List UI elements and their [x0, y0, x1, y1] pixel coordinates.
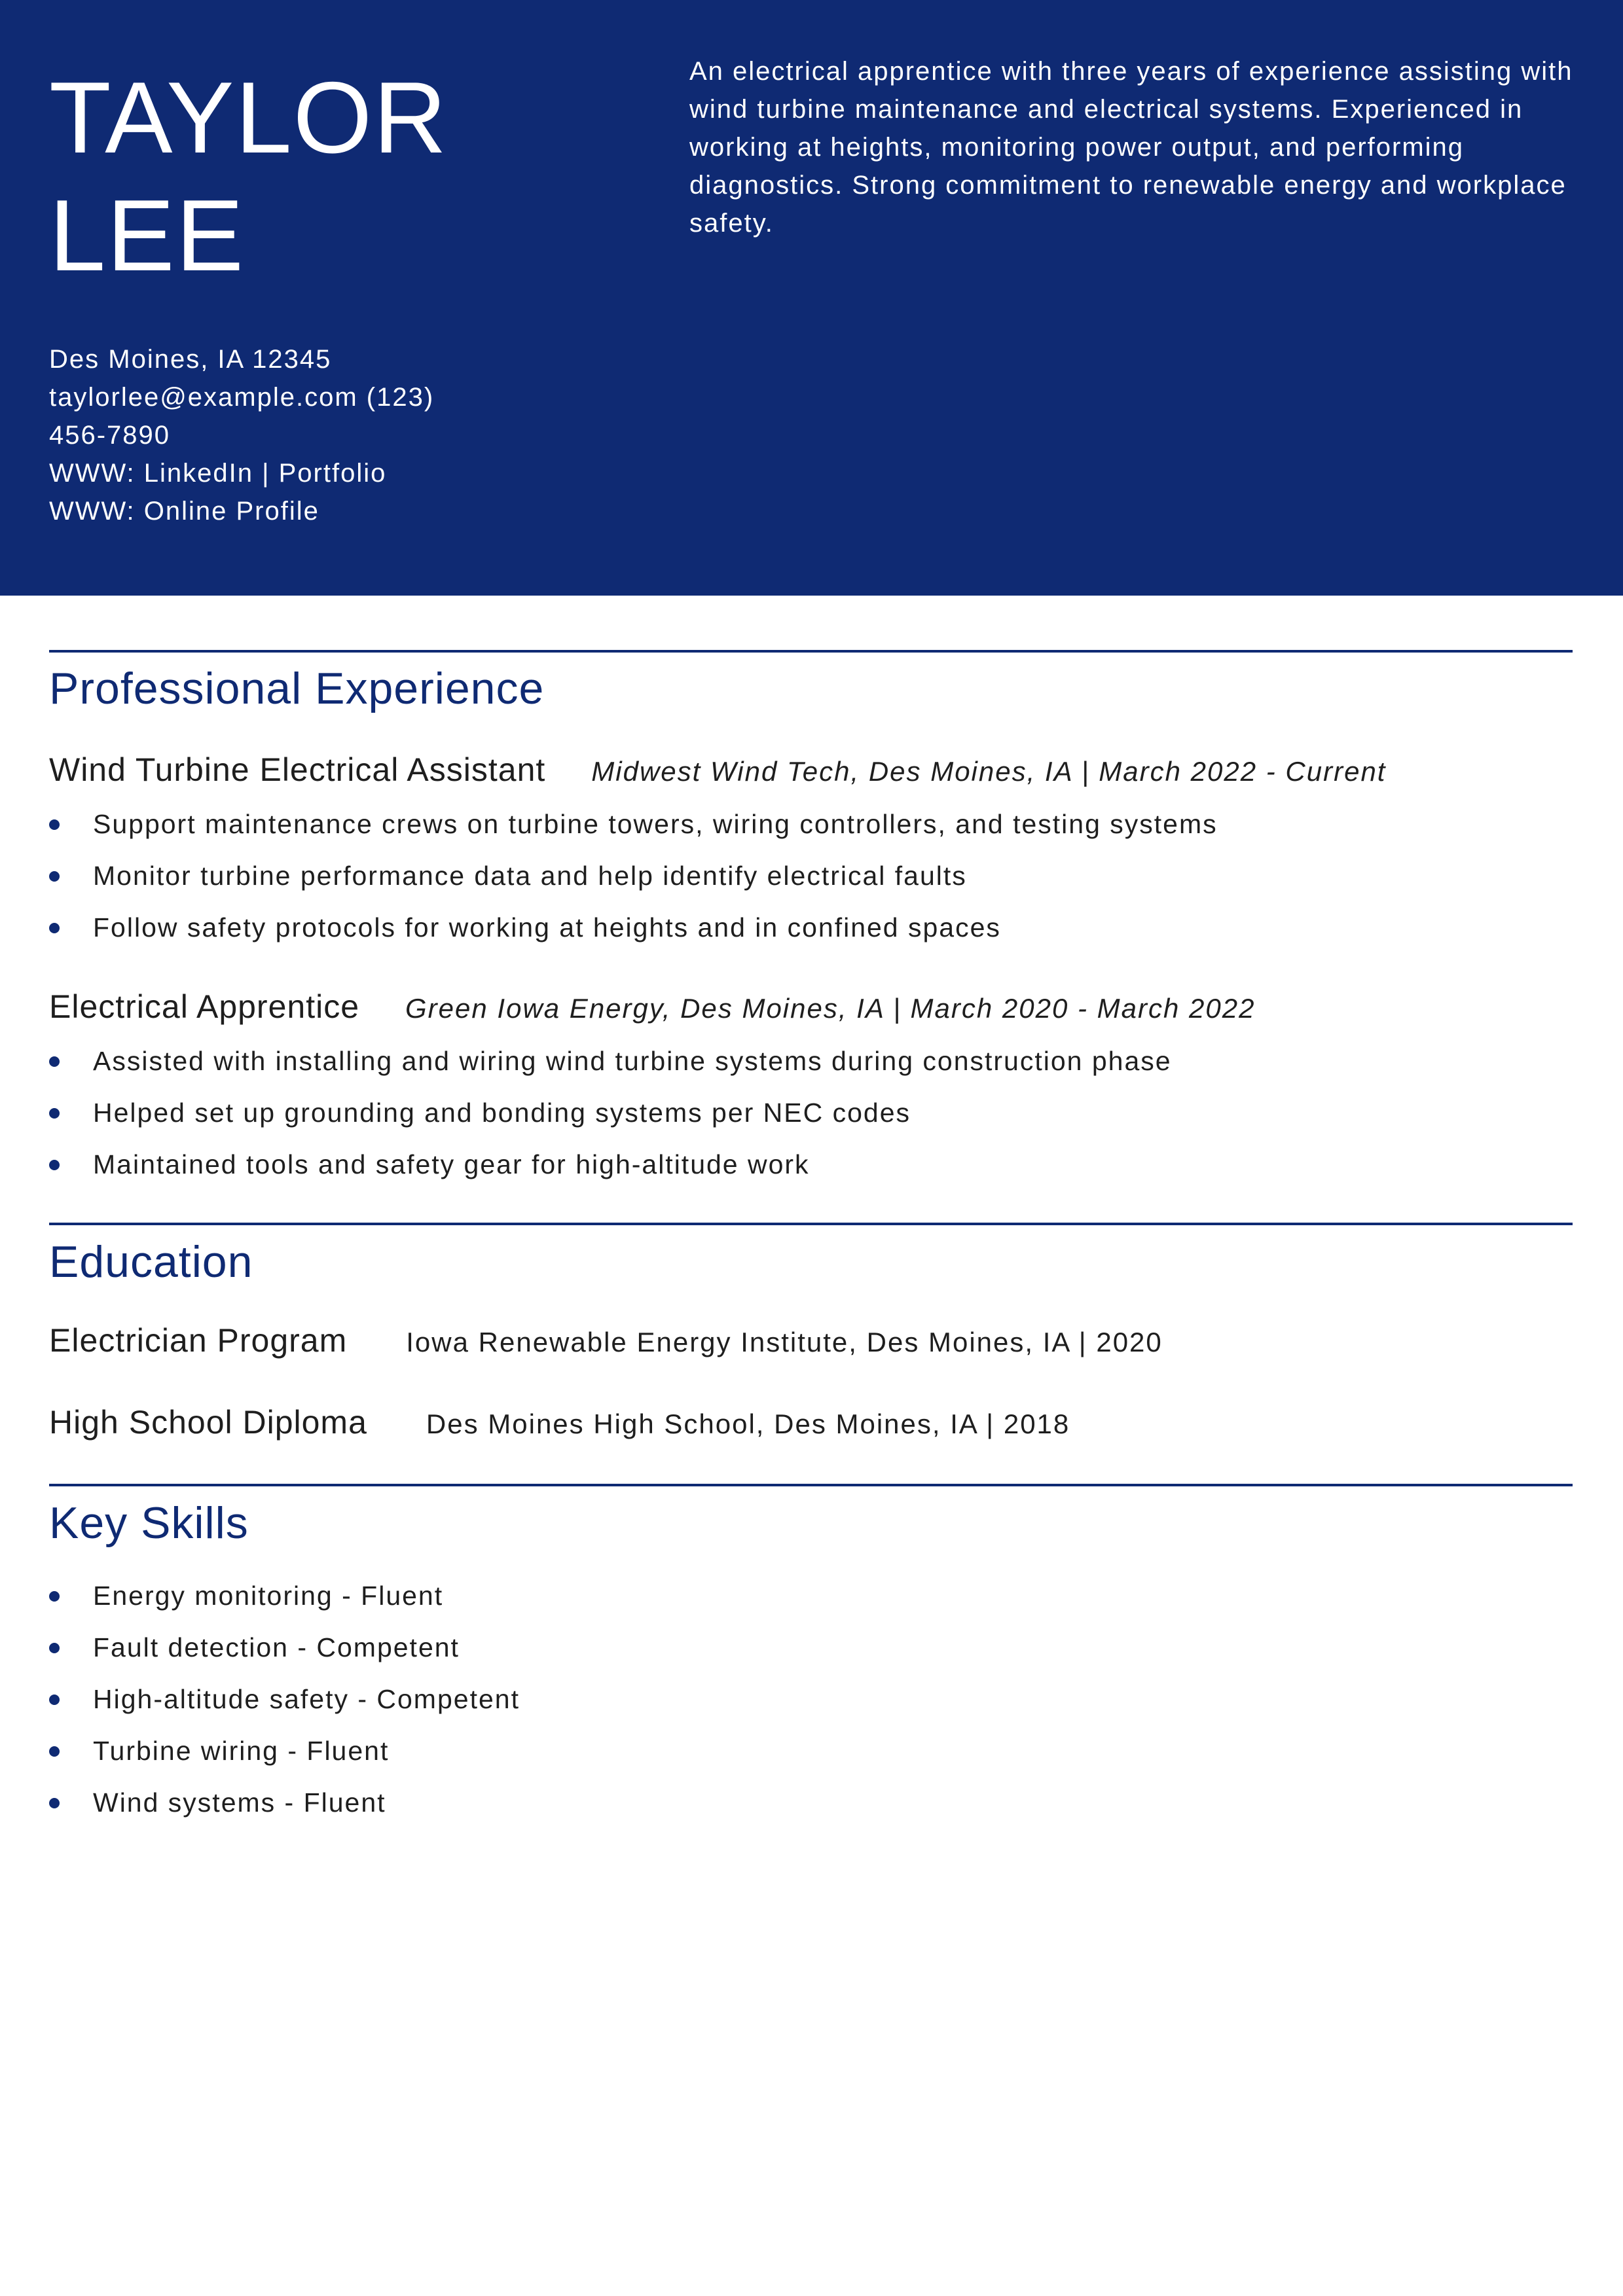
education-entry	[49, 1403, 1070, 1444]
list-item: Fault detection - Competent	[49, 1622, 520, 1674]
header-banner	[0, 0, 1623, 596]
degree-title: Electrician Program	[49, 1322, 348, 1359]
bullet-icon	[49, 1798, 60, 1808]
contact-email-phone[interactable]: taylorlee@example.com (123)	[49, 383, 435, 412]
contact-info	[49, 340, 534, 530]
list-item: Wind systems - Fluent	[49, 1777, 520, 1829]
contact-phone-continued[interactable]: 456-7890	[49, 421, 171, 450]
bullet-icon	[49, 819, 60, 830]
job-title: Electrical Apprentice	[49, 988, 360, 1025]
skills-list	[49, 1570, 520, 1829]
education-entry	[49, 1321, 1163, 1362]
bullet-icon	[49, 871, 60, 882]
job-bullet-list	[49, 798, 1218, 954]
last-name: LEE	[49, 179, 245, 292]
job-employer-dates: Green Iowa Energy, Des Moines, IA | March 2020 - March 2022	[405, 993, 1256, 1024]
bullet-icon	[49, 1160, 60, 1170]
list-item: High-altitude safety - Competent	[49, 1674, 520, 1725]
bullet-icon	[49, 923, 60, 933]
school-details: Des Moines High School, Des Moines, IA | 2018	[426, 1408, 1070, 1439]
list-item: Energy monitoring - Fluent	[49, 1570, 520, 1622]
list-item: Maintained tools and safety gear for high-altitude work	[49, 1139, 1172, 1191]
list-item: Helped set up grounding and bonding systems per NEC codes	[49, 1087, 1172, 1139]
job-employer-dates: Midwest Wind Tech, Des Moines, IA | March 2022 - Current	[591, 756, 1387, 787]
bullet-icon	[49, 1695, 60, 1705]
bullet-icon	[49, 1056, 60, 1067]
job-title: Wind Turbine Electrical Assistant	[49, 751, 546, 788]
contact-profile[interactable]: WWW: Online Profile	[49, 497, 319, 526]
list-item: Follow safety protocols for working at heights and in confined spaces	[49, 902, 1218, 954]
section-divider	[49, 1223, 1573, 1225]
contact-links[interactable]: WWW: LinkedIn | Portfolio	[49, 459, 387, 488]
bullet-icon	[49, 1591, 60, 1602]
bullet-icon	[49, 1643, 60, 1653]
experience-section-title: Professional Experience	[49, 664, 545, 713]
job-heading	[49, 987, 1255, 1028]
section-divider	[49, 650, 1573, 653]
list-item: Assisted with installing and wiring wind turbine systems during construction phase	[49, 1035, 1172, 1087]
profile-summary: An electrical apprentice with three years of experience assisting with wind turbine maintenance and electrical systems. Experienced in working at heights, monitoring power output, and performing diagnostics. Strong commitment to renewable energy and workplace safety.	[689, 57, 1573, 238]
bullet-icon	[49, 1108, 60, 1119]
contact-address: Des Moines, IA 12345	[49, 345, 332, 374]
section-divider	[49, 1484, 1573, 1486]
bullet-icon	[49, 1746, 60, 1757]
school-details: Iowa Renewable Energy Institute, Des Moines, IA | 2020	[406, 1327, 1163, 1357]
list-item: Monitor turbine performance data and help identify electrical faults	[49, 850, 1218, 902]
education-section-title: Education	[49, 1237, 253, 1287]
candidate-name	[49, 59, 448, 295]
list-item: Support maintenance crews on turbine towers, wiring controllers, and testing systems	[49, 798, 1218, 850]
job-heading	[49, 750, 1386, 791]
list-item: Turbine wiring - Fluent	[49, 1725, 520, 1777]
job-bullet-list	[49, 1035, 1172, 1191]
degree-title: High School Diploma	[49, 1404, 367, 1441]
skills-section-title: Key Skills	[49, 1498, 249, 1548]
first-name: TAYLOR	[49, 61, 448, 174]
